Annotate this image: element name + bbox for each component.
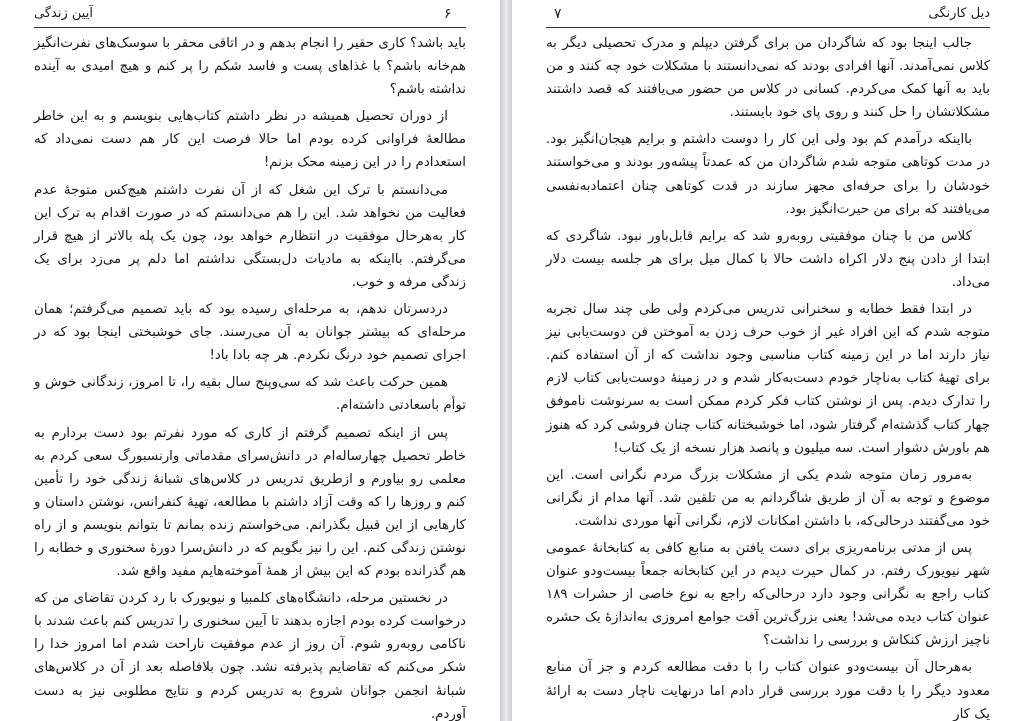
- paragraph: از دوران تحصیل همیشه در نظر داشتم کتاب‌هایی بنویسم و به این خاطر مطالعهٔ فراوانی کرده بودم اما حالا فرصت این کار هم دست نمی‌داد که استعدادم را در این زمینه محک بزنم!: [34, 109, 466, 171]
- paragraph: پس از اینکه تصمیم گرفتم از کاری که مورد نفرتم بود دست بردارم به خاطر تحصیل چهارساله‌ام در دانش‌سرای مقدماتی وارنسبورگ سعی کردم به معلمی رو بیاورم و ازطریق تدریس در کلاس‌های شبانهٔ زندگی خود را تأمین کنم و روزها را که وقت آزاد داشتم با مطالعه، تهیهٔ کنفرانس، نوشتن داستان و کارهایی از این قبیل بگذرانم. می‌خواستم زنده بمانم تا بتوانم بنویسم و از راه نوشتن زندگی کنم. این را نیز بگویم که در دانش‌سرا دورهٔ سخنوری و خطابه را هم گذرانده بودم که این بیش از همهٔ آموخته‌هایم مفید واقع شد.: [34, 425, 466, 580]
- right-page: [512, 0, 1024, 721]
- right-header-rule: [546, 27, 990, 28]
- paragraph: دردسرتان ندهم، به مرحله‌ای رسیده بود که باید تصمیم می‌گرفتم؛ همان مرحله‌ای که بیشتر جوانان به آن می‌رسند. جای خوشبختی اینجا بود که در اجرای تصمیم خود درنگ نکردم. هر چه بادا باد!: [34, 302, 466, 364]
- book-gutter: [500, 0, 512, 721]
- paragraph: پس از مدتی برنامه‌ریزی برای دست یافتن به منابع کافی به کتابخانهٔ عمومی شهر نیویورک رفتم. در کمال حیرت دیدم در این کتابخانه جمعاً بیست‌ودو عنوان کتاب راجع به نگرانی وجود دارد درحالی‌که راجع به نوع خاصی از حشرات ۱۸۹ عنوان کتاب دیده می‌شد! یعنی بزرگ‌ترین آفت جوامع امروزی به‌اندازهٔ یک حشره ناچیز ارزش کنکاش و بررسی را نداشت؟: [546, 540, 990, 649]
- left-page-header: [34, 6, 466, 28]
- paragraph: جالب اینجا بود که شاگردان من برای گرفتن دیپلم و مدرک تحصیلی دیگر به کلاس نمی‌آمدند. آنها افرادی بودند که نمی‌دانستند با مشکلات خود چه کنند و من باید به آنها کمک می‌کردم. کسانی در کلاس من حضور می‌یافتند که قصد داشتند مشکلاتشان را حل کنند و روی پای خود بایستند.: [546, 36, 990, 121]
- paragraph: در نخستین مرحله، دانشگاه‌های کلمبیا و نیویورک با رد کردن تقاضای من که درخواست کرده بودم اجازه بدهند تا آیین سخنوری را تدریس کنم باعث شدند با ناکامی روبه‌رو شوم. آن روز از عدم موفقیت ناراحت شدم اما امروز خدا را شکر می‌کنم که تقاضایم پذیرفته نشد. چون بلافاصله بعد از آن در کلاس‌های شبانهٔ انجمن جوانان شروع به تدریس کردم و نتایج مطلوبی نیز به دست آوردم.: [34, 591, 466, 721]
- right-running-title: دیل کارنگی: [928, 6, 990, 21]
- paragraph: به‌هرحال آن بیست‌ودو عنوان کتاب را با دقت مطالعه کردم و جز آن منابع معدود دیگر را با دقت مورد بررسی قرار دادم اما درنهایت ناچار دست به ارائهٔ یک کار: [546, 660, 990, 721]
- left-page: [0, 0, 500, 721]
- left-page-number: ۶: [444, 6, 452, 22]
- right-page-header: [546, 6, 990, 28]
- right-page-body: [546, 32, 990, 721]
- paragraph: کلاس من با چنان موفقیتی روبه‌رو شد که برایم قابل‌باور نبود. شاگردی که ابتدا از دادن پنج دلار اکراه داشت حالا با کمال میل برای هر جلسه بیست دلار می‌داد.: [546, 228, 990, 290]
- paragraph: همین حرکت باعث شد که سی‌وپنج سال بقیه را، تا امروز، زندگانی خوش و توأم باسعادتی داشته‌ام.: [34, 375, 466, 414]
- left-running-title: آیین زندگی: [34, 6, 93, 21]
- left-header-rule: [34, 27, 466, 28]
- left-page-body: [34, 32, 466, 721]
- paragraph: به‌مرور زمان متوجه شدم یکی از مشکلات بزرگ مردم نگرانی است. این موضوع و توجه به آن از طریق شاگردانم به من تلقین شد. آنها مدام از نگرانی خود می‌گفتند درحالی‌که، با داشتن امکانات لازم، نگرانی آنها موردی نداشت.: [546, 467, 990, 529]
- paragraph: می‌دانستم با ترک این شغل که از آن نفرت داشتم هیچ‌کس متوجهٔ عدم فعالیت من نخواهد شد. این را هم می‌دانستم که در صورت اقدام به ترک این کار به‌هرحال موفقیت در انتظارم خواهد بود، چون یک پله بالاتر از هیچ قرار می‌گرفتم. بااینکه به مادیات دل‌بستگی نداشتم اما دلم پر می‌زد برای یک زندگی مرفه و خوب.: [34, 182, 466, 290]
- right-page-number: ۷: [554, 6, 562, 22]
- paragraph: باید باشد؟ کاری حقیر را انجام بدهم و در اتاقی محقر با سوسک‌های نفرت‌انگیز هم‌خانه باشم؟ با غذاهای پست و فاسد شکم را پر کنم و هیچ امیدی به آینده نداشته باشم؟: [34, 36, 466, 98]
- paragraph: در ابتدا فقط خطابه و سخنرانی تدریس می‌کردم ولی طی چند سال تجربه متوجه شدم که این افراد غیر از خوب حرف زدن به آموختن فن دوست‌یابی نیز نیاز دارند اما در این زمینه کتاب مناسبی وجود نداشت که از آن استفاده کنم. برای تهیهٔ کتاب به‌ناچار خودم دست‌به‌کار شدم و در زمینهٔ دوست‌یابی کتاب لازم را تدارک دیدم. پس از نوشتن کتاب فکر کردم ممکن است به سرنوشت ناموفق چهار کتاب گذشته‌ام گرفتار شود، اما خوشبختانه کتاب چنان فروشی کرد که هنوز هم باورش دشوار است. سه میلیون و پانصد هزار نسخه از یک کتاب!: [546, 302, 990, 456]
- paragraph: بااینکه درآمدم کم بود ولی این کار را دوست داشتم و برایم هیجان‌انگیز بود. در مدت کوتاهی متوجه شدم شاگردان من که عمدتاً پیشه‌ور بودند و می‌خواستند خودشان را برای حرفه‌ای مجهز سازند در قدت کوتاهی چنان اعتمادبه‌نفسی می‌یافتند که برای من حیرت‌انگیز بود.: [546, 132, 990, 217]
